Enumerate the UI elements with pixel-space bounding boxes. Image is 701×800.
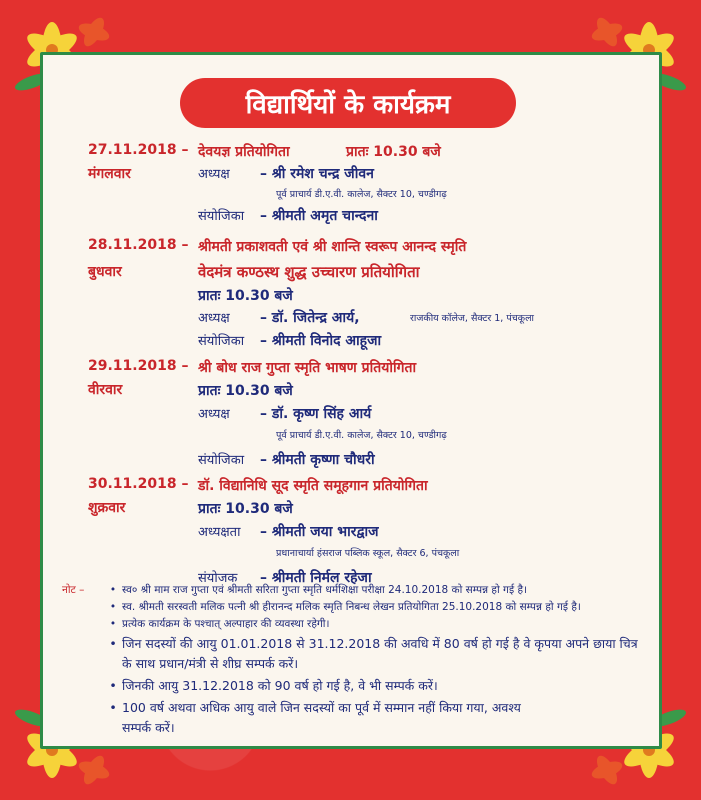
notes-section <box>62 583 642 740</box>
role-name: – श्रीमती अमृत चान्दना <box>260 208 378 224</box>
page-title <box>180 78 516 128</box>
role-affiliation: राजकीय कॉलेज, सैक्टर 1, पंचकूला <box>410 313 534 324</box>
bullet-icon: • <box>109 700 117 715</box>
event-title: श्रीमती प्रकाशवती एवं श्री शान्ति स्वरूप आनन्द स्मृति <box>198 239 467 255</box>
role-label: अध्यक्षता <box>198 525 241 540</box>
role-name: – डॉ. जितेन्द्र आर्य, <box>260 310 360 326</box>
note-item: स्व० श्री माम राज गुप्ता एवं श्रीमती सरिता गुप्ता स्मृति धर्मशिक्षा परीक्षा 24.10.2018 को सम्पन्न हो गई है। <box>122 584 528 596</box>
role-name: – श्रीमती जया भारद्वाज <box>260 524 379 540</box>
bullet-icon: • <box>109 636 117 651</box>
note-item: जिनकी आयु 31.12.2018 को 90 वर्ष हो गई है, वे भी सम्पर्क करें। <box>122 678 438 693</box>
event-date: 27.11.2018 – <box>88 142 189 158</box>
role-name: – श्रीमती विनोद आहूजा <box>260 333 382 349</box>
role-label: अध्यक्ष <box>198 407 230 422</box>
bullet-icon: • <box>109 601 117 613</box>
role-affiliation: पूर्व प्राचार्य डी.ए.वी. कालेज, सैक्टर 10, चण्डीगढ़ <box>276 189 447 200</box>
role-label: संयोजक <box>198 571 238 586</box>
event-time: प्रातः 10.30 बजे <box>198 288 293 304</box>
event-day: वीरवार <box>88 382 123 398</box>
event-date: 28.11.2018 – <box>88 237 189 253</box>
event-time: प्रातः 10.30 बजे <box>346 144 441 160</box>
event-title: डॉ. विद्यानिधि सूद स्मृति समूहगान प्रतियोगिता <box>198 478 428 494</box>
bullet-icon: • <box>109 618 117 630</box>
role-label: अध्यक्ष <box>198 311 230 326</box>
bullet-icon: • <box>109 678 117 693</box>
role-label: संयोजिका <box>198 209 245 224</box>
role-label: संयोजिका <box>198 453 245 468</box>
notes-label: नोट – <box>62 584 85 596</box>
event-time: प्रातः 10.30 बजे <box>198 383 293 399</box>
role-affiliation: प्रधानाचार्या हंसराज पब्लिक स्कूल, सैक्टर 6, पंचकूला <box>276 548 460 559</box>
note-item: प्रत्येक कार्यक्रम के पश्चात् अल्पाहार की व्यवस्था रहेगी। <box>122 618 330 630</box>
event-title-line2: वेदमंत्र कण्ठस्थ शुद्ध उच्चारण प्रतियोगिता <box>198 263 420 281</box>
role-name: – श्रीमती कृष्णा चौधरी <box>260 452 375 468</box>
role-label: संयोजिका <box>198 334 245 349</box>
note-item: 100 वर्ष अथवा अधिक आयु वाले जिन सदस्यों का पूर्व में सम्मान नहीं किया गया, अवश्य सम्पर्क करें। <box>122 700 521 735</box>
event-title: श्री बोध राज गुप्ता स्मृति भाषण प्रतियोगिता <box>198 360 417 376</box>
event-title: देवयज्ञ प्रतियोगिता <box>198 144 290 160</box>
bullet-icon: • <box>109 584 117 596</box>
role-affiliation: पूर्व प्राचार्य डी.ए.वी. कालेज, सैक्टर 10, चण्डीगढ़ <box>276 430 447 441</box>
event-time: प्रातः 10.30 बजे <box>198 501 293 517</box>
role-name: – डॉ. कृष्ण सिंह आर्य <box>260 406 372 422</box>
note-item: स्व. श्रीमती सरस्वती मलिक पत्नी श्री हीरानन्द मलिक स्मृति निबन्ध लेखन प्रतियोगिता 25.10.2018 को सम्पन्न हो गई है। <box>122 601 581 613</box>
page-title-text: विद्यार्थियों के कार्यक्रम <box>245 90 451 120</box>
event-day: मंगलवार <box>88 166 131 182</box>
role-name: – श्री रमेश चन्द्र जीवन <box>260 166 374 182</box>
role-name: – श्रीमती निर्मल रहेजा <box>260 570 372 586</box>
note-item: जिन सदस्यों की आयु 01.01.2018 से 31.12.2018 की अवधि में 80 वर्ष हो गई है वे कृपया अपने छाया चित्र के साथ प्रधान/मंत्री से शीघ्र सम्पर्क करें। <box>122 636 638 671</box>
event-day: बुधवार <box>88 264 122 280</box>
role-label: अध्यक्ष <box>198 167 230 182</box>
event-date: 29.11.2018 – <box>88 358 189 374</box>
event-day: शुक्रवार <box>88 500 126 516</box>
event-date: 30.11.2018 – <box>88 476 189 492</box>
